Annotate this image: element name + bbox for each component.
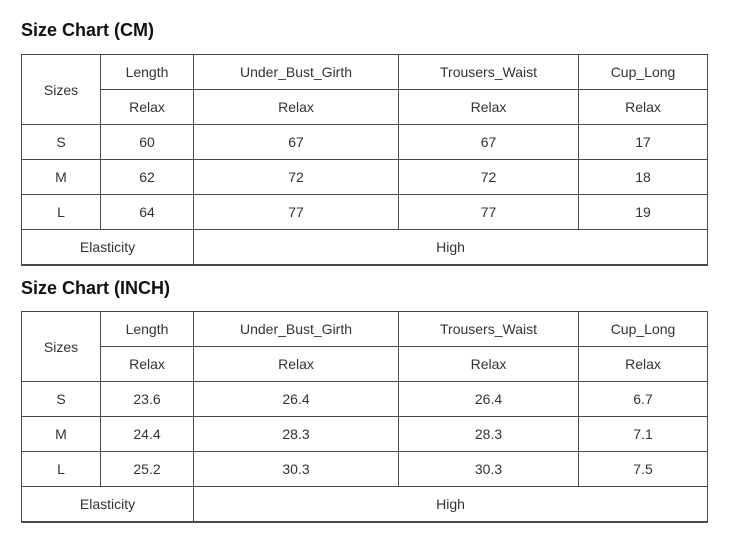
table-cell: 30.3 bbox=[194, 452, 399, 487]
table-cell: 64 bbox=[101, 195, 194, 230]
size-cell: S bbox=[22, 382, 101, 417]
column-header-under-bust-girth: Under_Bust_Girth bbox=[194, 312, 399, 347]
subheader-cell: Relax bbox=[101, 90, 194, 125]
column-header-cup-long: Cup_Long bbox=[579, 55, 708, 90]
table-cell: 72 bbox=[399, 160, 579, 195]
subheader-cell: Relax bbox=[194, 90, 399, 125]
table-cell: 60 bbox=[101, 125, 194, 160]
table-cell: 17 bbox=[579, 125, 708, 160]
table-cell: 62 bbox=[101, 160, 194, 195]
subheader-cell: Relax bbox=[101, 347, 194, 382]
table-cell: 26.4 bbox=[399, 382, 579, 417]
subheader-cell: Relax bbox=[194, 347, 399, 382]
column-header-trousers-waist: Trousers_Waist bbox=[399, 55, 579, 90]
subheader-cell: Relax bbox=[579, 90, 708, 125]
table-cell: 7.1 bbox=[579, 417, 708, 452]
table-cell: 67 bbox=[194, 125, 399, 160]
table-cell: 18 bbox=[579, 160, 708, 195]
size-cell: M bbox=[22, 160, 101, 195]
header-row bbox=[22, 312, 708, 347]
column-header-trousers-waist: Trousers_Waist bbox=[399, 312, 579, 347]
table-cell: 19 bbox=[579, 195, 708, 230]
table-cell: 25.2 bbox=[101, 452, 194, 487]
table-cell: 24.4 bbox=[101, 417, 194, 452]
sizes-header-cell: Sizes bbox=[22, 55, 101, 125]
table-cell: 77 bbox=[194, 195, 399, 230]
size-cell: L bbox=[22, 452, 101, 487]
size-chart-inch-table bbox=[21, 311, 708, 523]
table-cell: 6.7 bbox=[579, 382, 708, 417]
elasticity-label: Elasticity bbox=[22, 230, 194, 266]
size-chart-cm-table bbox=[21, 54, 708, 266]
table-row bbox=[22, 195, 708, 230]
table-cell: 72 bbox=[194, 160, 399, 195]
table-row bbox=[22, 452, 708, 487]
size-chart-inch-title: Size Chart (INCH) bbox=[21, 278, 171, 298]
table-cell: 26.4 bbox=[194, 382, 399, 417]
table-cell: 28.3 bbox=[194, 417, 399, 452]
size-chart-cm-title: Size Chart (CM) bbox=[21, 20, 155, 40]
elasticity-value: High bbox=[194, 487, 708, 523]
elasticity-row bbox=[22, 487, 708, 523]
column-header-under-bust-girth: Under_Bust_Girth bbox=[194, 55, 399, 90]
subheader-cell: Relax bbox=[399, 347, 579, 382]
subheader-cell: Relax bbox=[399, 90, 579, 125]
column-header-length: Length bbox=[101, 55, 194, 90]
table-row bbox=[22, 417, 708, 452]
table-cell: 7.5 bbox=[579, 452, 708, 487]
header-row bbox=[22, 55, 708, 90]
column-header-length: Length bbox=[101, 312, 194, 347]
table-row bbox=[22, 125, 708, 160]
column-header-cup-long: Cup_Long bbox=[579, 312, 708, 347]
subheader-row bbox=[22, 347, 708, 382]
size-cell: L bbox=[22, 195, 101, 230]
table-cell: 28.3 bbox=[399, 417, 579, 452]
table-row bbox=[22, 382, 708, 417]
elasticity-label: Elasticity bbox=[22, 487, 194, 523]
subheader-cell: Relax bbox=[579, 347, 708, 382]
table-cell: 67 bbox=[399, 125, 579, 160]
table-cell: 77 bbox=[399, 195, 579, 230]
table-row bbox=[22, 160, 708, 195]
elasticity-value: High bbox=[194, 230, 708, 266]
subheader-row bbox=[22, 90, 708, 125]
size-cell: S bbox=[22, 125, 101, 160]
sizes-header-cell: Sizes bbox=[22, 312, 101, 382]
elasticity-row bbox=[22, 230, 708, 266]
table-cell: 30.3 bbox=[399, 452, 579, 487]
size-cell: M bbox=[22, 417, 101, 452]
table-cell: 23.6 bbox=[101, 382, 194, 417]
